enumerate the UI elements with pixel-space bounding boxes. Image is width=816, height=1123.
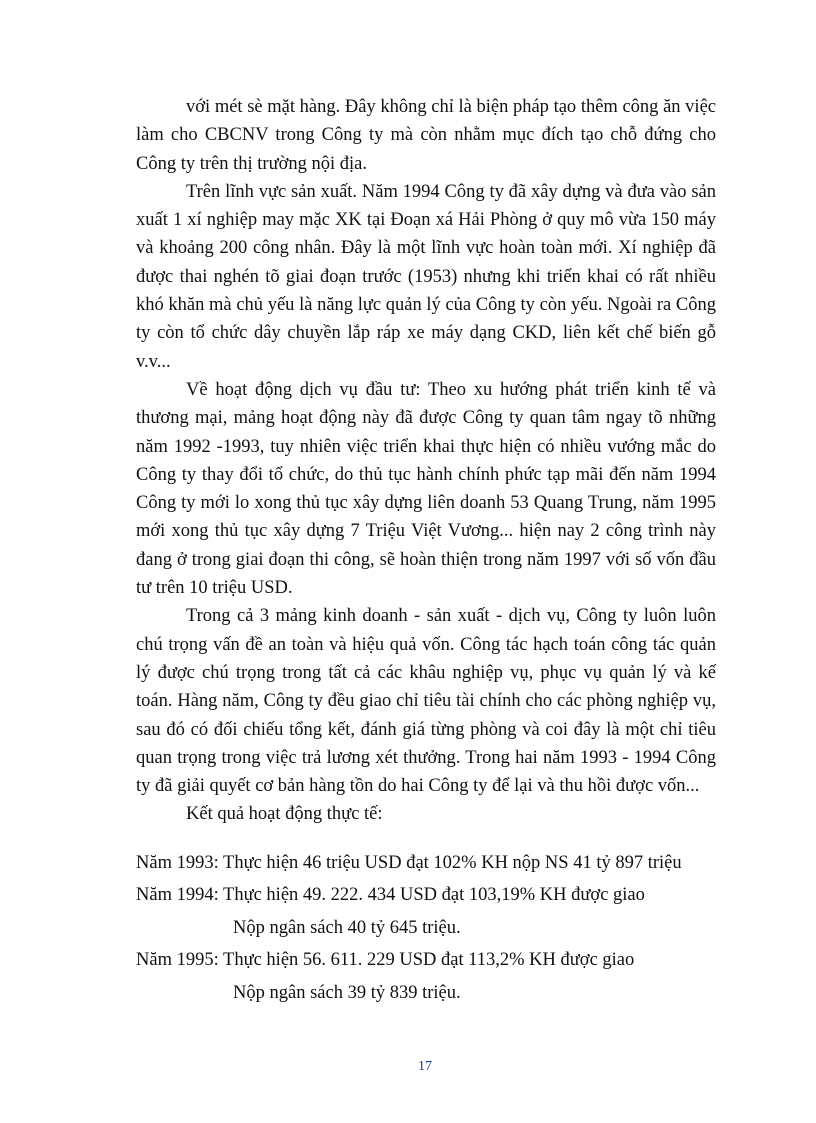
paragraph-production: Trên lĩnh vực sản xuất. Năm 1994 Công ty đã xây dựng và đưa vào sản xuất 1 xí nghiệp may mặc XK tại Đoạn xá Hải Phòng ở quy mô vừa 150 máy và khoảng 200 công nhân. Đây là một lĩnh vực hoàn toàn mới. Xí nghiệp đã được thai nghén tõ giai đoạn trước (1953) nhưng khi triển khai có rất nhiều khó khăn mà chủ yếu là năng lực quản lý của Công ty còn yếu. Ngoài ra Công ty còn tổ chức dây chuyền lắp ráp xe máy dạng CKD, liên kết chế biến gỗ v.v...	[136, 181, 716, 372]
paragraph-intro: với mét sè mặt hàng. Đây không chỉ là biện pháp tạo thêm công ăn việc làm cho CBCNV trong Công ty mà còn nhằm mục đích tạo chỗ đứng cho Công ty trên thị trường nội địa.	[136, 97, 716, 174]
results-heading: Kết quả hoạt động thực tế:	[186, 804, 383, 825]
result-1993: Năm 1993: Thực hiện 46 triệu USD đạt 102% KH nộp NS 41 tỷ 897 triệu	[136, 853, 682, 873]
result-1995-budget: Nộp ngân sách 39 tỷ 839 triệu.	[233, 983, 461, 1003]
page-number: 17	[418, 1059, 432, 1074]
body-text	[136, 93, 716, 829]
paragraph-business-areas: Trong cả 3 mảng kinh doanh - sản xuất - dịch vụ, Công ty luôn luôn chú trọng vấn đề an toàn và hiệu quả vốn. Công tác hạch toán công tác quản lý được chú trọng trong tất cả các khâu nghiệp vụ, phục vụ quản lý và kế toán. Hàng năm, Công ty đều giao chỉ tiêu tài chính cho các phòng nghiệp vụ, sau đó có đối chiếu tổng kết, đánh giá từng phòng và coi đây là một chỉ tiêu quan trọng trong việc trả lương xét thưởng. Trong hai năm 1993 - 1994 Công ty đã giải quyết cơ bản hàng tồn do hai Công ty để lại và thu hồi được vốn...	[136, 606, 716, 797]
result-1994-budget: Nộp ngân sách 40 tỷ 645 triệu.	[233, 918, 461, 938]
result-1995: Năm 1995: Thực hiện 56. 611. 229 USD đạt 113,2% KH được giao	[136, 950, 635, 970]
paragraph-investment: Về hoạt động dịch vụ đầu tư: Theo xu hướng phát triển kinh tế và thương mại, mảng hoạt động này đã được Công ty quan tâm ngay tõ những năm 1992 -1993, tuy nhiên việc triển khai thực hiện có nhiều vướng mắc do Công ty thay đổi tổ chức, do thủ tục hành chính phức tạp mãi đến năm 1994 Công ty mới lo xong thủ tục xây dựng liên doanh 53 Quang Trung, năm 1995 mới xong thủ tục xây dựng 7 Triệu Việt Vương... hiện nay 2 công trình này đang ở trong giai đoạn thi công, sẽ hoàn thiện trong năm 1997 với số vốn đầu tư trên 10 triệu USD.	[136, 379, 716, 599]
result-1994: Năm 1994: Thực hiện 49. 222. 434 USD đạt 103,19% KH được giao	[136, 885, 645, 905]
